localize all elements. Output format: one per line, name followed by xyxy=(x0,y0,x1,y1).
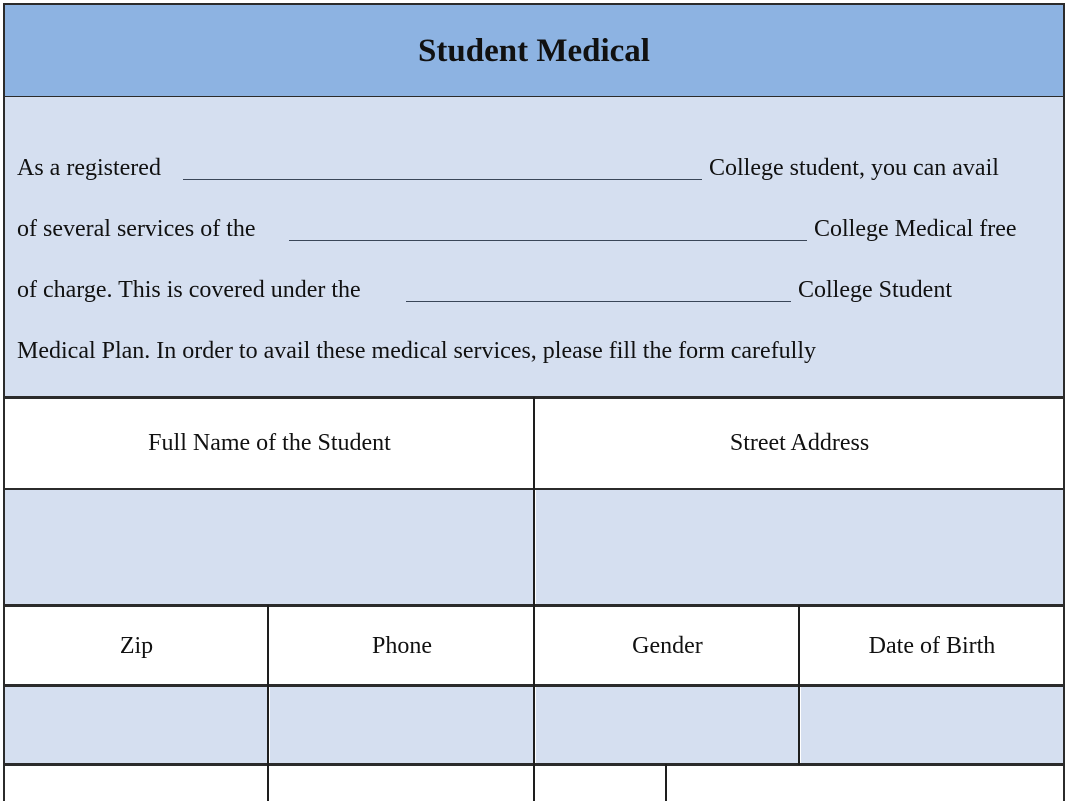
phone-label: Phone xyxy=(372,632,432,659)
gender-header xyxy=(536,607,799,685)
frame-left xyxy=(3,3,5,801)
divider-col-quarter-3 xyxy=(798,605,800,765)
row3-cell-4 xyxy=(668,766,1063,806)
row3-cell-2 xyxy=(270,766,534,806)
intro-line-2-after-wrap xyxy=(814,214,1017,244)
gender-input[interactable] xyxy=(536,687,799,764)
phone-field-cell xyxy=(270,687,534,764)
phone-header xyxy=(270,607,534,685)
street-address-field-cell xyxy=(536,490,1063,605)
college-name-blank-2[interactable] xyxy=(289,239,807,241)
frame-right xyxy=(1063,3,1065,801)
dob-header xyxy=(801,607,1063,685)
college-name-blank-1[interactable] xyxy=(183,178,702,180)
street-address-input[interactable] xyxy=(536,490,1063,605)
zip-input[interactable] xyxy=(5,687,268,764)
gender-field-cell xyxy=(536,687,799,764)
intro-line-2 xyxy=(17,214,256,244)
street-address-header xyxy=(536,398,1063,489)
intro-line-3-before: of charge. This is covered under the xyxy=(17,277,361,303)
intro-line-2-before: of several services of the xyxy=(17,216,256,242)
intro-line-4 xyxy=(17,336,816,366)
dob-label: Date of Birth xyxy=(868,632,996,659)
full-name-field-cell xyxy=(5,490,534,605)
phone-input[interactable] xyxy=(270,687,534,764)
college-name-blank-3[interactable] xyxy=(406,300,791,302)
intro-line-4-text: Medical Plan. In order to avail these medical services, please fill the form carefully xyxy=(17,338,817,364)
intro-line-1-after: College student, you can avail xyxy=(709,155,999,181)
intro-line-2-after: College Medical free xyxy=(814,216,1017,242)
row3-cell-1 xyxy=(5,766,268,806)
dob-input[interactable] xyxy=(801,687,1063,764)
divider-col-quarter-1 xyxy=(267,605,269,801)
zip-header xyxy=(5,607,268,685)
intro-line-1 xyxy=(17,153,161,183)
full-name-input[interactable] xyxy=(5,490,534,605)
street-address-label: Street Address xyxy=(729,430,870,456)
intro-line-1-before: As a registered xyxy=(17,155,161,181)
form-title: Student Medical xyxy=(418,33,650,69)
form-header xyxy=(3,3,1065,98)
zip-field-cell xyxy=(5,687,268,764)
full-name-header xyxy=(5,398,534,489)
zip-label: Zip xyxy=(119,632,154,659)
dob-field-cell xyxy=(801,687,1063,764)
gender-label: Gender xyxy=(632,632,703,659)
row3-cell-3 xyxy=(536,766,666,806)
intro-line-3 xyxy=(17,275,361,305)
intro-section xyxy=(3,97,1065,398)
intro-line-3-after-wrap xyxy=(798,275,952,305)
full-name-label: Full Name of the Student xyxy=(148,430,391,456)
divider-row3-col xyxy=(665,764,667,801)
divider-col-mid xyxy=(533,397,535,801)
intro-line-1-after-wrap xyxy=(709,153,999,183)
intro-line-3-after: College Student xyxy=(798,277,952,303)
